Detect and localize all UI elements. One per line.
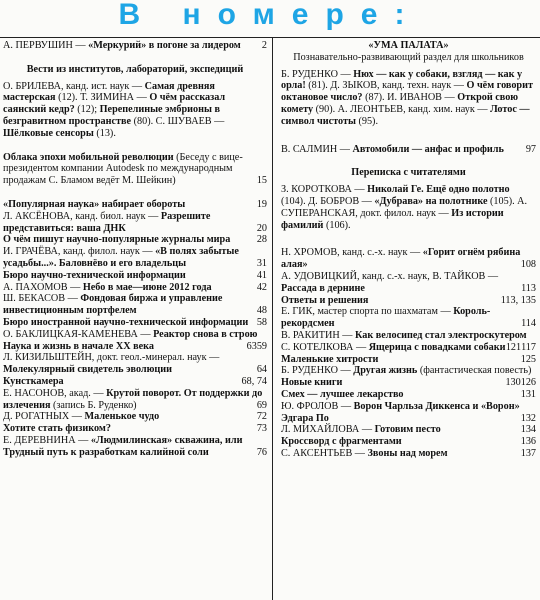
toc-entry [3,293,267,317]
toc-title: Король-рекордсмен [281,306,491,330]
toc-note: (104). Д. БОБРОВ — [281,195,372,207]
toc-note: (12). Т. ЗИМИНА — [58,92,147,104]
toc-entry [281,144,536,156]
toc-author: О. БАКЛИЦКАЯ-КАМЕНЕВА — [3,328,151,340]
toc-title: Крутой поворот. От поддержки до излечения [3,387,263,411]
toc-author: Л. МИХАЙЛОВА — [281,424,373,436]
toc-entry-text [281,436,536,448]
section-subtitle: Познавательно-развивающий раздел для школьников [293,51,524,63]
toc-note: (фантастическая повесть) [419,365,532,377]
toc-entry-text [3,293,267,317]
toc-title: Автомобили — анфас и профиль [352,143,504,155]
toc-entry-text [281,306,536,330]
toc-note: (95). [358,115,378,127]
toc-author: Е. НАСОНОВ, акад. — [3,387,104,399]
section-heading: Переписка с читателями [351,167,466,179]
toc-entry [281,342,536,354]
toc-title: Ящерица с повадками собаки [368,341,506,353]
toc-title: «Меркурий» в погоне за лидером [88,40,241,51]
toc-entry [3,352,267,376]
page-header [0,0,540,37]
toc-entry-text [3,211,267,235]
right-column [281,40,536,460]
toc-entry-text [281,401,536,425]
toc-page-number: 121 [505,341,522,353]
toc-page-number: 42 [256,281,267,293]
toc-title: Наука и жизнь в начале XX века [3,340,154,352]
header-divider [0,37,540,38]
toc-author: В. САЛМИН — [281,143,350,155]
toc-page-number: 76 [256,446,267,458]
toc-title: Молекулярный свидетель эволюции [3,364,173,376]
toc-title: «Горит огнём рябина алая» [281,247,521,271]
toc-page-number: 2 [261,40,267,51]
toc-entry [3,435,267,459]
page-title: В номере: [118,0,422,31]
toc-entry-text [281,448,536,460]
toc-entry-text [3,246,267,270]
toc-note: (105). А. СУПЕРАНСКАЯ, докт. филол. наук — [281,195,528,219]
toc-entry [3,317,267,329]
toc-title: Как велосипед стал электроскутером [354,329,527,341]
toc-author: Л. КИЗИЛЬШТЕЙН, докт. геол.-минерал. наук — [3,352,220,364]
toc-entry [281,247,536,271]
toc-entry [3,282,267,294]
toc-title: Бюро иностранной научно-технической информации [3,316,249,328]
toc-page-number: 64 [256,364,267,376]
toc-entry [281,295,536,307]
toc-page-number: 113 [521,282,536,294]
toc-note: (106). [325,219,351,231]
toc-author: Д. РОГАТНЫХ — [3,411,82,423]
toc-note: (Беседу с вице-президентом компании Autodesk по международным продажам С. Бламом ведёт М. Шейкин) [3,151,243,187]
toc-entry [281,436,536,448]
toc-entry-text [281,389,536,401]
toc-title: Николай Ге. Ещё одно полотно [367,184,510,196]
toc-entry [3,234,267,246]
toc-title: Самая древняя мастерская [3,80,215,104]
toc-entry [3,423,267,435]
toc-entry [3,152,267,187]
toc-note: (81). Д. ЗЫКОВ, канд. техн. наук — [308,80,464,92]
toc-title: «Людмилинская» скважина, или Трудный путь к разработкам калийной соли [3,434,243,458]
toc-author: С. КОТЕЛКОВА — [281,341,367,353]
toc-entry-text [281,342,536,354]
toc-page-number: 113, 135 [500,294,536,306]
toc-page-number: 130 [505,377,521,389]
toc-author: З. КОРОТКОВА — [281,184,365,196]
toc-entry-text [3,376,267,388]
toc-note: (90). А. ЛЕОНТЬЕВ, канд. хим. наук — [315,103,488,115]
toc-title: Рассада в дернине [281,282,365,294]
toc-entry-text [3,423,267,435]
toc-title: Кроссворд с фрагментами [281,436,402,448]
toc-entry [281,354,536,366]
toc-entry-text [281,354,536,366]
toc-title: Ответы и решения [281,294,369,306]
toc-entry [3,388,267,412]
toc-entry [3,211,267,235]
toc-title: Нюх — как у собаки, взгляд — как у орла! [281,68,523,92]
toc-page-number: 136 [520,436,536,448]
toc-title: Из истории фамилий [281,207,504,231]
toc-page-number: 63 [246,340,257,352]
toc-author: Н. ХРОМОВ, канд. с.-х. наук — [281,247,421,259]
toc-page-number: 68, 74 [241,375,267,387]
toc-entry [281,401,536,425]
toc-entry-text [281,424,536,436]
toc-note: (запись Б. Руденко) [53,399,137,411]
toc-entry-text [3,282,267,294]
toc-author: Ю. ФРОЛОВ — [281,400,352,412]
toc-page-number: 59 [256,340,267,352]
toc-page-number: 15 [256,175,267,187]
toc-entry [3,270,267,282]
toc-author: Е. ГИК, мастер спорта по шахматам — [281,306,451,318]
toc-entry-text [281,144,536,156]
toc-entry [281,306,536,330]
toc-title: Реактор снова в строю [153,328,258,340]
toc-author: С. АКСЕНТЬЕВ — [281,447,365,459]
toc-entry [3,411,267,423]
toc-title: Другая жизнь [353,365,418,377]
toc-entry [281,271,536,295]
toc-page-number: 114 [521,318,536,330]
toc-title: Шёлковые сенсоры [3,127,94,139]
toc-entry-text [3,152,267,187]
toc-page-number: 134 [520,424,536,436]
toc-page-number: 69 [256,399,267,411]
toc-entry [3,341,267,353]
toc-entry-text [3,270,267,282]
toc-entry [281,184,536,231]
toc-title: Бюро научно-технической информации [3,269,186,281]
toc-author: Б. РУДЕНКО — [281,68,351,80]
toc-entry-text [281,377,536,389]
toc-title: «В полях забытые усадьбы...». Баловнёво и его владельцы [3,246,239,269]
toc-author: А. УДОВИЦКИЙ, канд. с.-х. наук, В. ТАЙКОВ — [281,270,499,282]
toc-title: Готовим песто [374,424,441,436]
toc-entry-text [281,69,536,128]
toc-title: О чём рассказал саянский кедр? [3,92,226,116]
toc-page-number: 72 [256,411,267,423]
toc-entry [3,81,267,140]
toc-title: Открой свою комету [281,92,519,115]
toc-entry [3,246,267,270]
toc-entry-text [281,247,536,271]
toc-page-number: 97 [525,143,536,155]
toc-page-number: 31 [256,257,267,269]
column-divider [272,38,273,600]
toc-page-number: 20 [256,222,267,234]
toc-note: (87). И. ИВАНОВ — [365,92,455,104]
toc-title: Звоны над морем [367,447,448,459]
toc-entry-text [281,295,536,307]
toc-note: (80). С. ШУВАЕВ — [133,115,225,127]
toc-author: А. ПАХОМОВ — [3,281,81,293]
toc-author: О. БРИЛЕВА, канд. ист. наук — [3,80,143,92]
toc-page-number: 41 [256,269,267,281]
toc-author: Е. ДЕРЕВНИНА — [3,434,89,446]
toc-entry [281,448,536,460]
toc-title: Маленькое чудо [84,411,160,423]
toc-entry-text [3,81,267,140]
toc-entry-text [3,317,267,329]
toc-title: Кунсткамера [3,375,64,387]
toc-page-number: 132 [520,412,536,424]
toc-title: Смех — лучшее лекарство [281,388,404,400]
toc-title: Разрешите представиться: ваша ДНК [3,210,211,234]
toc-entry [3,40,267,52]
toc-page-number: 19 [256,198,267,210]
toc-title: Облака эпохи мобильной революции [3,151,174,163]
toc-author: Б. РУДЕНКО — [281,365,351,377]
toc-title: Фондовая биржа и управление инвестиционным портфелем [3,293,223,317]
toc-entry [281,377,536,389]
toc-title: Небо в мае—июне 2012 года [82,281,212,293]
toc-note: (12); [77,104,98,116]
toc-title: Хотите стать физиком? [3,423,111,435]
toc-title: Маленькие хитрости [281,353,379,365]
toc-page-number: 73 [256,423,267,435]
toc-page-number: 137 [520,447,536,459]
toc-entry-text [3,234,267,246]
toc-entry [3,199,267,211]
toc-page-number: 28 [256,234,267,246]
toc-page-number: 117 [521,341,536,353]
toc-title: О чём говорит октановое число? [281,80,533,104]
toc-entry-text [3,352,267,376]
toc-title: «Популярная наука» набирает обороты [3,198,186,210]
toc-page-number: 126 [520,377,536,389]
toc-author: Л. АКСЁНОВА, канд. биол. наук — [3,210,159,222]
toc-entry-text [281,271,536,295]
left-column [3,40,267,459]
toc-title: Новые книги [281,377,343,389]
toc-note: (13). [96,127,116,139]
toc-entry-text [3,341,267,353]
toc-title: Лотос — символ чистоты [281,103,530,127]
toc-title: О чём пишут научно-популярные журналы мира [3,234,231,246]
toc-entry [281,424,536,436]
toc-page-number: 108 [520,259,536,271]
section-heading: «УМА ПАЛАТА» [368,40,449,51]
toc-entry-text [3,411,267,423]
section-heading: Вести из институтов, лабораторий, экспедиций [26,63,244,75]
toc-entry-text [3,435,267,459]
toc-page-number: 58 [256,316,267,328]
toc-page-number: 125 [520,353,536,365]
toc-entry [281,69,536,128]
toc-title: Ворон Чарльза Диккенса и «Ворон» Эдгара По [281,400,520,424]
toc-title: Перепелиные эмбрионы в безгравитном пространстве [3,104,220,127]
toc-entry [281,389,536,401]
toc-title: «Дубрава» на полотнике [374,195,488,207]
toc-page-number: 131 [520,388,536,400]
toc-entry-text [281,184,536,231]
toc-author: В. РАКИТИН — [281,329,353,341]
toc-entry [3,376,267,388]
toc-author: И. ГРАЧЁВА, канд. филол. наук — [3,246,153,258]
toc-author: Ш. БЕКАСОВ — [3,293,78,305]
toc-entry-text [3,388,267,412]
toc-entry-text [3,199,267,211]
toc-entry-text [3,40,267,52]
toc-page-number: 48 [256,305,267,317]
toc-author: А. ПЕРВУШИН — [3,40,86,51]
